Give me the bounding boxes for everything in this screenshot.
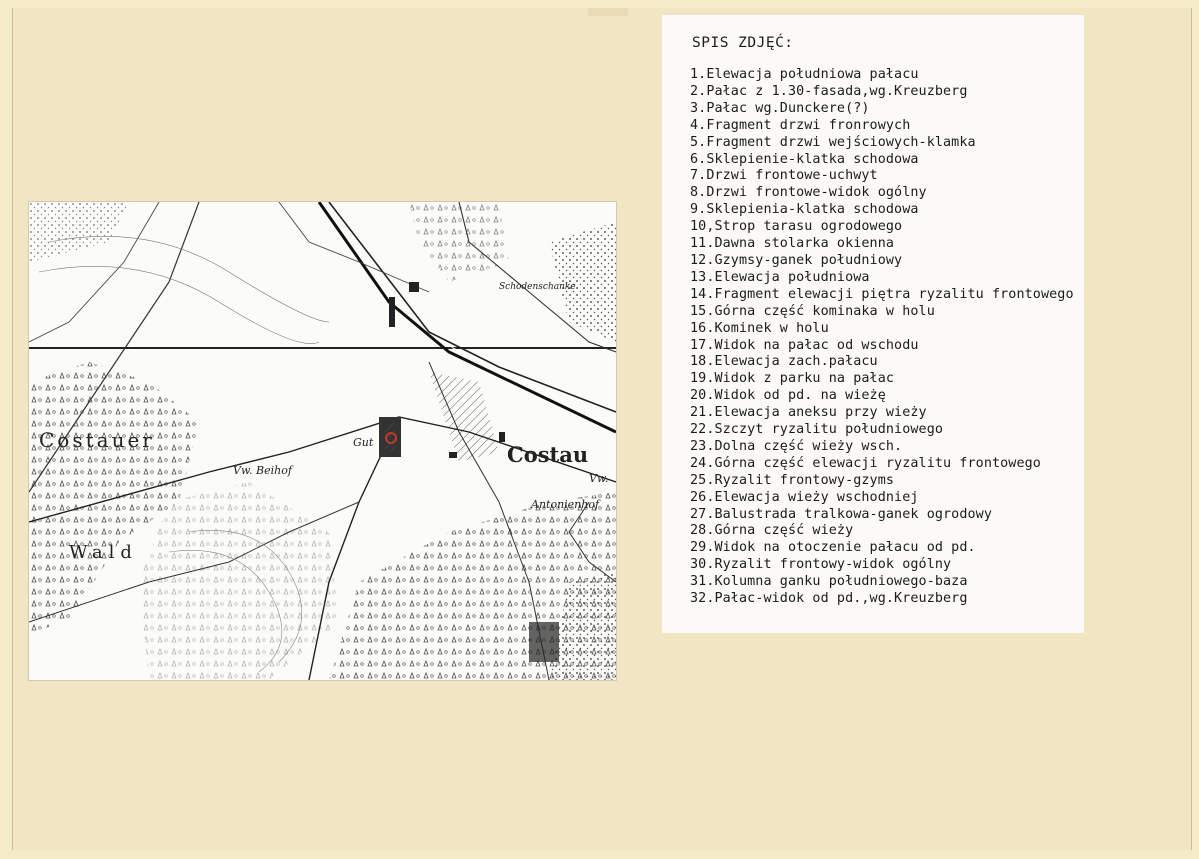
photo-list-item: 18.Elewacja zach.pałacu (690, 354, 878, 370)
photo-list-item: 31.Kolumna ganku południowego-baza (690, 574, 968, 590)
photo-list-item: 3.Pałac wg.Dunckere(?) (690, 100, 870, 116)
map-label-vw: Vw. (589, 472, 609, 485)
photo-list-item: 4.Fragment drzwi fronrowych (690, 117, 911, 133)
photo-list-item: 2.Pałac z 1.30-fasada,wg.Kreuzberg (690, 83, 968, 99)
photo-list-item: 6.Sklepienie-klatka schodowa (690, 151, 919, 167)
photo-list-item: 7.Drzwi frontowe-uchwyt (690, 168, 878, 184)
photo-list-item: 14.Fragment elewacji piętra ryzalitu frontowego (690, 286, 1074, 302)
map-label-schodenschanke: Schodenschanke (499, 282, 576, 292)
photo-list-item: 29.Widok na otoczenie pałacu od pd. (690, 540, 976, 556)
photo-list-item: 24.Górna część elewacji ryzalitu frontowego (690, 455, 1041, 471)
photo-list-item: 25.Ryzalit frontowy-gzyms (690, 472, 895, 488)
map-label-costau: Costau (507, 442, 589, 467)
photo-list-item: 32.Pałac-widok od pd.,wg.Kreuzberg (690, 591, 968, 607)
map-label-costauer: Costauer (39, 428, 155, 452)
photo-list-item: 5.Fragment drzwi wejściowych-klamka (690, 134, 976, 150)
photo-list (690, 67, 1074, 608)
map-label-wald: Wald (69, 542, 138, 563)
photo-list-item: 19.Widok z parku na pałac (690, 371, 895, 387)
photo-list-item: 17.Widok na pałac od wschodu (690, 337, 919, 353)
photo-list-item: 9.Sklepienia-klatka schodowa (690, 202, 919, 218)
photo-list-item: 28.Górna część wieży (690, 523, 854, 539)
photo-list-item: 27.Balustrada tralkowa-ganek ogrodowy (690, 506, 992, 522)
map-label-beihof: Vw. Beihof (233, 464, 292, 477)
photo-list-item: 11.Dawna stolarka okienna (690, 236, 895, 252)
page-fold (588, 8, 628, 16)
photo-list-title: SPIS ZDJĘĆ: (692, 35, 794, 51)
photo-list-item: 13.Elewacja południowa (690, 269, 870, 285)
photo-list-item: 23.Dolna część wieży wsch. (690, 438, 903, 454)
photo-list-item: 20.Widok od pd. na wieżę (690, 388, 886, 404)
photo-list-item: 1.Elewacja południowa pałacu (690, 67, 919, 82)
photo-list-item: 26.Elewacja wieży wschodniej (690, 489, 919, 505)
photo-list-item: 15.Górna część kominaka w holu (690, 303, 935, 319)
photo-list-item: 30.Ryzalit frontowy-widok ogólny (690, 557, 952, 573)
photo-list-card (662, 14, 1084, 633)
historical-map (28, 201, 617, 681)
map-label-gut: Gut (353, 436, 374, 449)
photo-list-item: 16.Kominek w holu (690, 320, 829, 336)
map-label-antonienhof: Antonienhof (531, 498, 600, 511)
photo-list-item: 22.Szczyt ryzalitu południowego (690, 422, 944, 438)
photo-list-item: 21.Elewacja aneksu przy wieży (690, 405, 927, 421)
photo-list-item: 10,Strop tarasu ogrodowego (690, 219, 903, 235)
photo-list-item: 8.Drzwi frontowe-widok ogólny (690, 185, 927, 201)
photo-list-item: 12.Gzymsy-ganek południowy (690, 252, 903, 268)
